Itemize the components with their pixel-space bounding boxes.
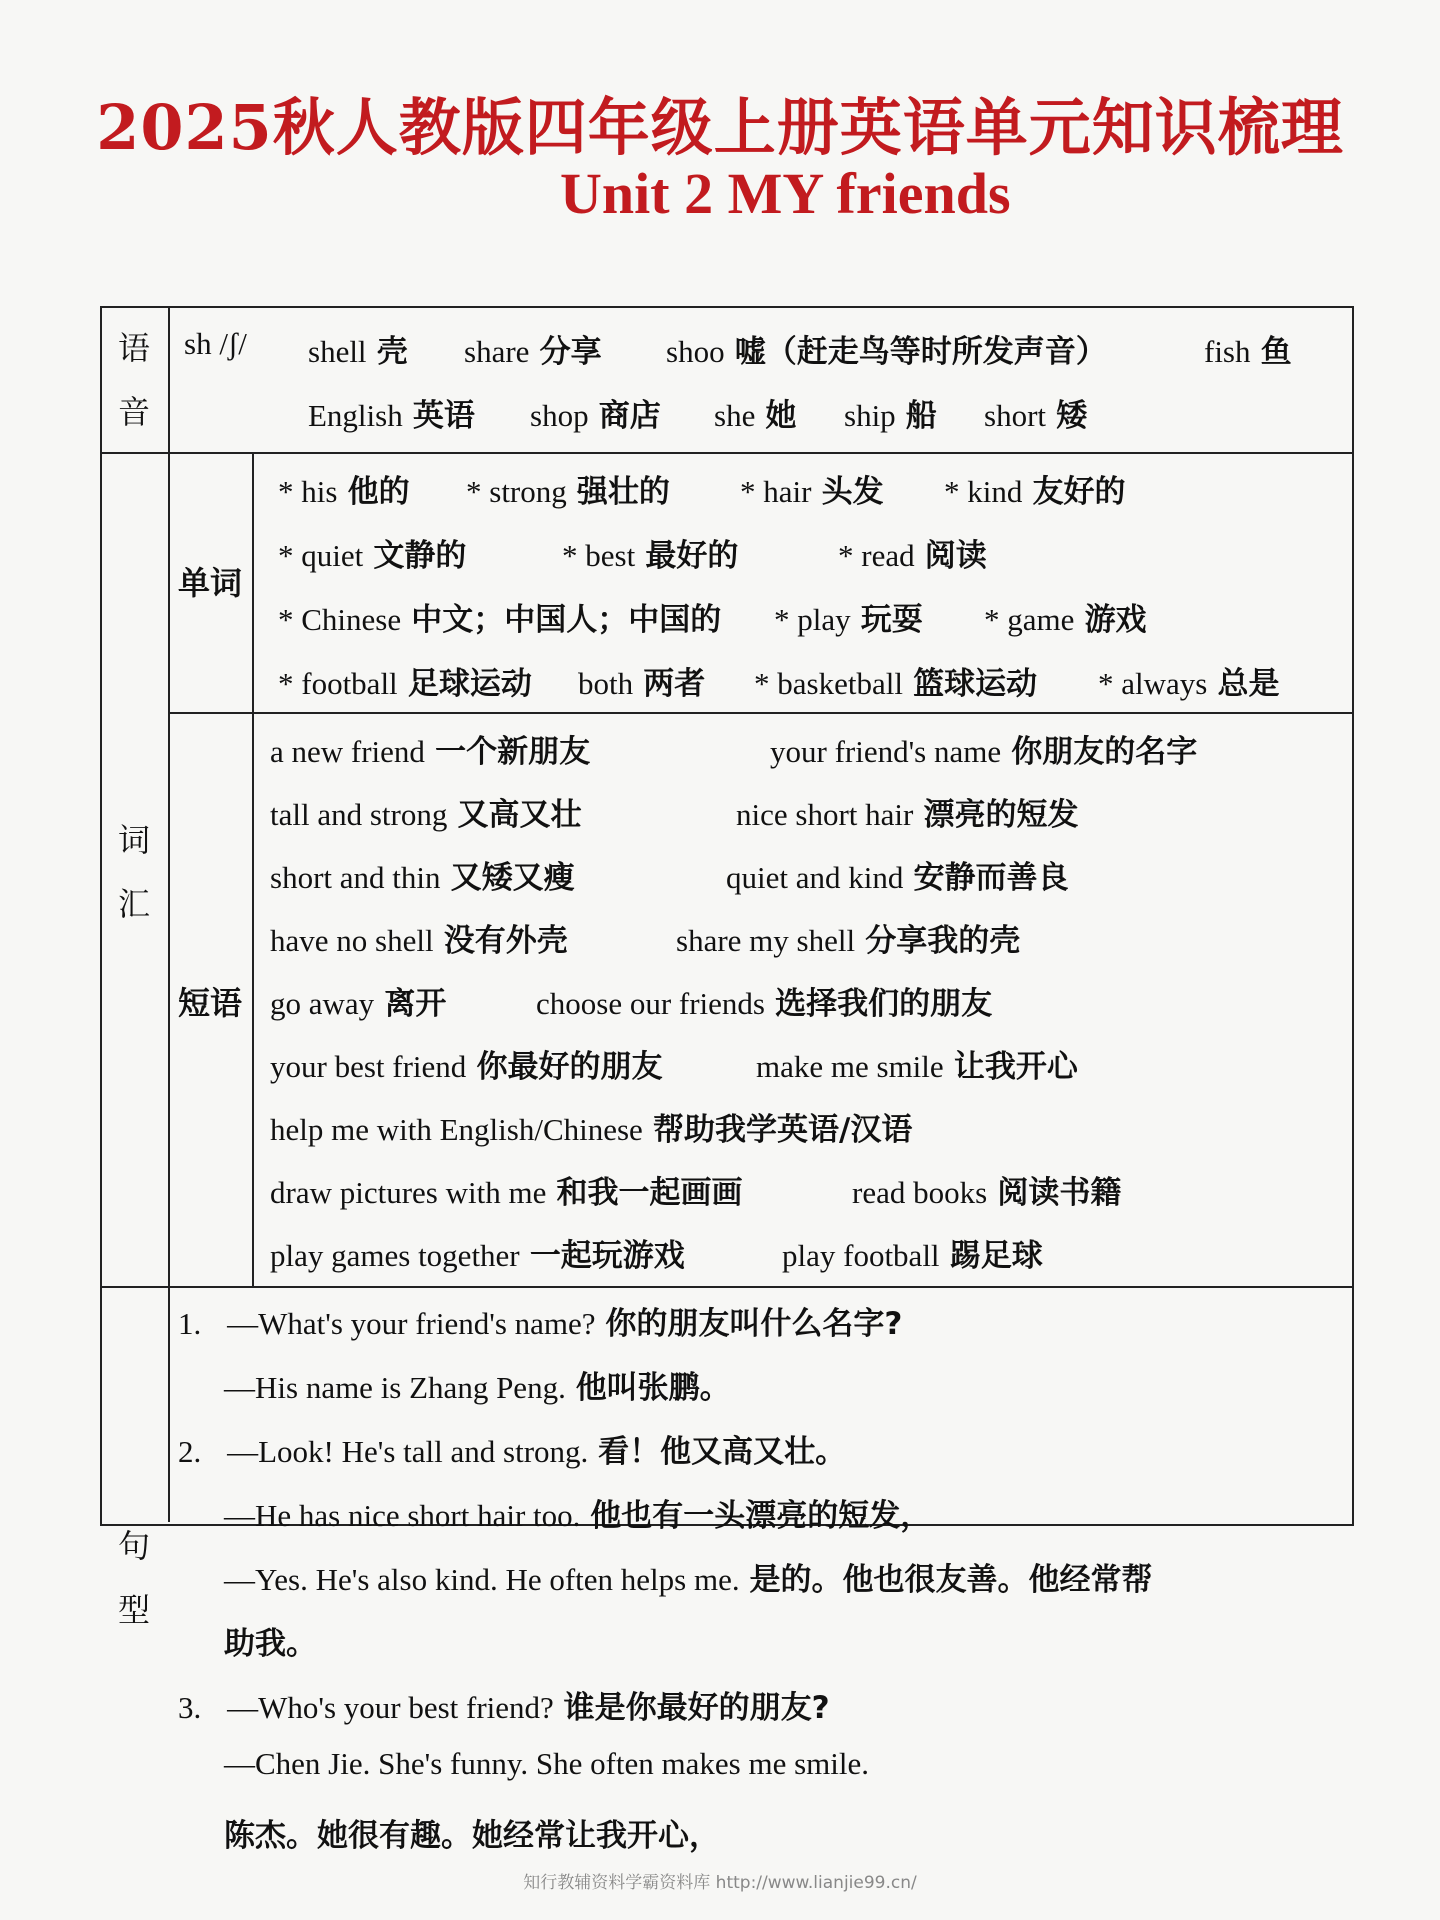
phrase-en: help me with English/Chinese — [270, 1112, 643, 1147]
word-en: share — [464, 334, 530, 369]
word-en: * football — [278, 666, 398, 701]
sentence-en: —Yes. He's also kind. He often helps me. — [224, 1562, 740, 1597]
phrase-zh: 又矮又瘦 — [450, 860, 575, 896]
phrase-zh: 你朋友的名字 — [1011, 734, 1198, 770]
phrase-zh: 阅读书籍 — [997, 1175, 1122, 1211]
phonics-word — [1204, 326, 1292, 371]
word-en: ship — [844, 398, 896, 433]
sentence-en: —He has nice short hair too. — [224, 1498, 581, 1533]
phrase — [676, 915, 1020, 960]
word-zh: 中文；中国人；中国的 — [411, 602, 722, 638]
word-en: * read — [838, 538, 915, 573]
word-en: * game — [984, 602, 1075, 637]
phrase-zh: 离开 — [384, 986, 447, 1022]
sentence-en: —Chen Jie. She's funny. She often makes me smile. — [224, 1746, 870, 1781]
vocab-word — [278, 466, 410, 511]
word-zh: 强壮的 — [576, 474, 670, 510]
phrase-en: draw pictures with me — [270, 1175, 547, 1210]
section-label-vocabulary — [104, 808, 164, 936]
sentence-line — [224, 1618, 317, 1663]
word-zh: 嘘（赶走鸟等时所发声音） — [734, 334, 1107, 370]
sentence-line — [224, 1810, 720, 1855]
word-zh: 矮 — [1056, 398, 1088, 434]
sentence-number: 3. — [178, 1690, 202, 1725]
phrase — [270, 1104, 912, 1149]
phrase — [270, 1230, 685, 1275]
phrase-en: nice short hair — [736, 797, 914, 832]
word-en: * his — [278, 474, 338, 509]
divider-label-column — [168, 306, 170, 1522]
vocab-word — [1098, 658, 1280, 703]
phrase-en: tall and strong — [270, 797, 448, 832]
phrase — [852, 1167, 1121, 1212]
phrase — [270, 978, 446, 1023]
sentence-line — [224, 1362, 731, 1407]
word-en: shoo — [666, 334, 725, 369]
word-en: she — [714, 398, 756, 433]
phrase — [726, 852, 1069, 897]
sentence-zh: 陈杰。她很有趣。她经常让我开心， — [224, 1818, 720, 1854]
sentence-en: —What's your friend's name? — [227, 1306, 596, 1341]
label-char: 句 — [117, 1527, 150, 1565]
word-zh: 商店 — [598, 398, 661, 434]
sentence-zh: 他也有一头漂亮的短发， — [590, 1498, 932, 1534]
phrase — [536, 978, 992, 1023]
word-en: shell — [308, 334, 367, 369]
word-en: * hair — [740, 474, 812, 509]
phrase-zh: 和我一起画画 — [556, 1175, 743, 1211]
phrase-en: your friend's name — [770, 734, 1002, 769]
word-zh: 两者 — [643, 666, 706, 702]
word-zh: 足球运动 — [407, 666, 532, 702]
sentence-en: —Look! He's tall and strong. — [227, 1434, 589, 1469]
phonics-word — [984, 390, 1087, 435]
phonics-word — [464, 326, 602, 371]
label-char: 词 — [117, 821, 150, 859]
phrase-en: play games together — [270, 1238, 520, 1273]
word-zh: 阅读 — [924, 538, 987, 574]
word-en: * strong — [466, 474, 567, 509]
section-label-phonics — [104, 316, 164, 444]
word-zh: 最好的 — [645, 538, 739, 574]
phrase — [782, 1230, 1043, 1275]
word-en: fish — [1204, 334, 1251, 369]
vocab-word — [740, 466, 884, 511]
label-char: 音 — [117, 393, 150, 431]
sentence-zh: 谁是你最好的朋友? — [563, 1690, 830, 1726]
phonics-word — [666, 326, 1107, 371]
word-en: * best — [562, 538, 636, 573]
phonics-word — [714, 390, 797, 435]
vocab-word — [562, 530, 738, 575]
phonics-word — [308, 326, 408, 371]
word-en: shop — [530, 398, 589, 433]
phrase-zh: 选择我们的朋友 — [775, 986, 993, 1022]
phrase-en: your best friend — [270, 1049, 467, 1084]
word-zh: 壳 — [376, 334, 408, 370]
phonics-sound: sh /ʃ/ — [184, 326, 247, 361]
word-zh: 船 — [905, 398, 937, 434]
footer-watermark: 知行教辅资料学霸资料库 http://www.lianjie99.cn/ — [523, 1873, 917, 1893]
vocab-word — [754, 658, 1037, 703]
word-en: * always — [1098, 666, 1208, 701]
word-zh: 他的 — [347, 474, 410, 510]
phrase — [270, 1167, 743, 1212]
word-zh: 头发 — [821, 474, 884, 510]
word-en: * quiet — [278, 538, 364, 573]
phrase-zh: 没有外壳 — [443, 923, 568, 959]
phrase-zh: 分享我的壳 — [865, 923, 1021, 959]
word-en: English — [308, 398, 403, 433]
divider-vocab-sentences — [100, 1286, 1352, 1288]
sentence-number: 1. — [178, 1306, 202, 1341]
phonics-word — [844, 390, 937, 435]
sentence-en: —His name is Zhang Peng. — [224, 1370, 566, 1405]
phrase-en: make me smile — [756, 1049, 944, 1084]
word-zh: 总是 — [1217, 666, 1280, 702]
vocab-word — [984, 594, 1147, 639]
sentence-number: 2. — [178, 1434, 202, 1469]
phrase-en: share my shell — [676, 923, 856, 958]
sentence-zh: 看！他又高又壮。 — [598, 1434, 847, 1470]
sentence-zh: 他叫张鹏。 — [575, 1370, 731, 1406]
phrase — [270, 915, 568, 960]
vocab-word — [578, 658, 705, 703]
phrase-zh: 又高又壮 — [457, 797, 582, 833]
words-label: 单词 — [177, 564, 242, 602]
vocab-word — [838, 530, 987, 575]
phrase-zh: 让我开心 — [953, 1049, 1078, 1085]
word-zh: 鱼 — [1260, 334, 1292, 370]
phrases-label: 短语 — [177, 984, 242, 1022]
vocab-word — [466, 466, 670, 511]
phrase — [270, 1041, 662, 1086]
phrase — [756, 1041, 1078, 1086]
word-en: * Chinese — [278, 602, 402, 637]
phrase-en: quiet and kind — [726, 860, 904, 895]
phrase — [270, 852, 575, 897]
vocab-word — [278, 594, 721, 639]
vocab-word — [944, 466, 1126, 511]
phrase — [736, 789, 1079, 834]
vocab-word — [774, 594, 923, 639]
word-zh: 英语 — [412, 398, 475, 434]
phrase-en: have no shell — [270, 923, 434, 958]
phrase-en: a new friend — [270, 734, 425, 769]
phrase-zh: 踢足球 — [949, 1238, 1043, 1274]
phrase-zh: 你最好的朋友 — [476, 1049, 663, 1085]
sentence-line — [178, 1426, 846, 1471]
word-zh: 友好的 — [1032, 474, 1126, 510]
word-zh: 分享 — [539, 334, 602, 370]
vocab-word — [278, 530, 466, 575]
phrase — [270, 726, 590, 771]
word-en: * play — [774, 602, 851, 637]
label-char: 汇 — [117, 885, 150, 923]
phrase-en: choose our friends — [536, 986, 765, 1021]
word-en: both — [578, 666, 634, 701]
sentence-zh: 助我。 — [224, 1626, 317, 1662]
divider-words-phrases — [168, 712, 1352, 714]
phrase-zh: 帮助我学英语/汉语 — [653, 1112, 913, 1148]
word-zh: 玩耍 — [860, 602, 923, 638]
section-label-sentences — [104, 1514, 164, 1642]
page-title: 2025秋人教版四年级上册英语单元知识梳理 — [96, 91, 1344, 164]
phonics-word — [530, 390, 661, 435]
word-en: short — [984, 398, 1046, 433]
phrase-zh: 漂亮的短发 — [923, 797, 1079, 833]
phrase-zh: 一起玩游戏 — [529, 1238, 685, 1274]
phrase — [270, 789, 582, 834]
word-en: * kind — [944, 474, 1023, 509]
word-zh: 文静的 — [373, 538, 467, 574]
phrase — [770, 726, 1197, 771]
sentence-zh: 你的朋友叫什么名字? — [605, 1306, 903, 1342]
sentence-line — [178, 1298, 902, 1343]
phrase-en: play football — [782, 1238, 940, 1273]
sentence-en: —Who's your best friend? — [227, 1690, 554, 1725]
word-zh: 她 — [765, 398, 797, 434]
phrase-en: go away — [270, 986, 375, 1021]
sentence-zh: 是的。他也很友善。他经常帮 — [749, 1562, 1153, 1598]
sentence-line — [224, 1746, 869, 1782]
phonics-word — [308, 390, 475, 435]
phrase-en: short and thin — [270, 860, 441, 895]
phrase-zh: 一个新朋友 — [435, 734, 591, 770]
sentence-line — [178, 1682, 830, 1727]
word-zh: 篮球运动 — [913, 666, 1038, 702]
sentence-line — [224, 1490, 931, 1535]
label-char: 型 — [117, 1591, 150, 1629]
divider-phonics-vocab — [100, 452, 1352, 454]
word-zh: 游戏 — [1084, 602, 1147, 638]
page-subtitle: Unit 2 MY friends — [560, 161, 1011, 226]
sentence-line — [224, 1554, 1152, 1599]
phrase-en: read books — [852, 1175, 988, 1210]
word-en: * basketball — [754, 666, 903, 701]
label-char: 语 — [117, 329, 150, 367]
phrase-zh: 安静而善良 — [913, 860, 1069, 896]
vocab-word — [278, 658, 532, 703]
divider-sublabel-column — [252, 452, 254, 1286]
